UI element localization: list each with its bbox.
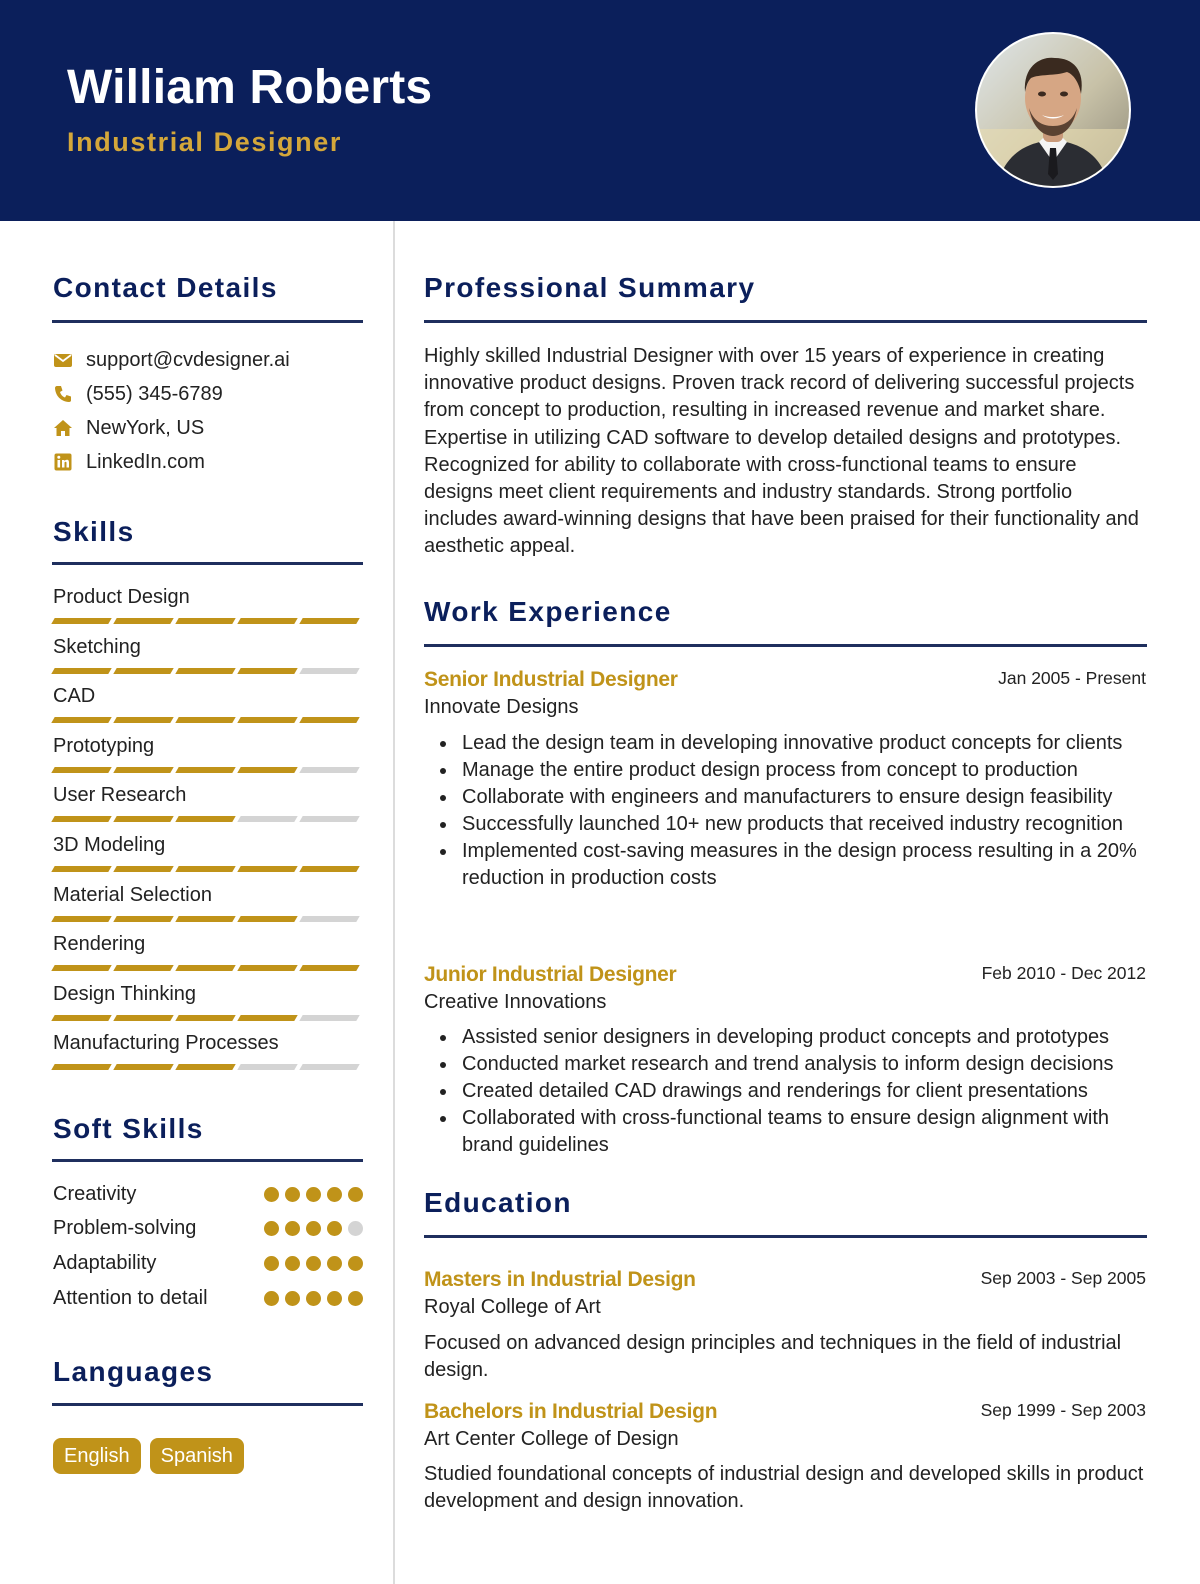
skill-level-segment (299, 1015, 359, 1021)
skill-name: User Research (53, 784, 187, 807)
list-item: Manage the entire product design process from concept to production (424, 757, 1154, 784)
contact-linkedin (53, 449, 205, 475)
experience-heading: Work Experience (424, 596, 672, 627)
skill-row (53, 981, 363, 1021)
skill-level-segment (299, 866, 359, 872)
envelope-icon (53, 350, 73, 370)
skill-level-segment (51, 916, 111, 922)
rating-dot (348, 1256, 363, 1271)
school-name: Royal College of Art (424, 1296, 601, 1318)
contact-email (53, 347, 290, 373)
list-item: Conducted market research and trend analysis to inform design decisions (424, 1051, 1154, 1078)
skill-level-segment (237, 618, 297, 624)
skill-level-segment (51, 767, 111, 773)
soft-skill-rating (264, 1221, 363, 1236)
list-item: Assisted senior designers in developing product concepts and prototypes (424, 1024, 1154, 1051)
home-icon (53, 418, 73, 438)
skill-level-segment (237, 717, 297, 723)
skill-level-bar (53, 1064, 363, 1070)
skill-row (53, 832, 363, 872)
rating-dot (348, 1187, 363, 1202)
skill-level-segment (299, 965, 359, 971)
degree-description: Focused on advanced design principles and techniques in the field of industrial design. (424, 1332, 1122, 1382)
skill-level-segment (113, 618, 173, 624)
rating-dot (327, 1187, 342, 1202)
rating-dot (327, 1256, 342, 1271)
skill-level-segment (237, 1015, 297, 1021)
skill-level-segment (299, 816, 359, 822)
skill-level-segment (113, 916, 173, 922)
skill-level-segment (113, 668, 173, 674)
skill-level-bar (53, 1015, 363, 1021)
skill-row (53, 1030, 363, 1070)
languages-rule (52, 1403, 363, 1406)
skill-level-segment (113, 816, 173, 822)
list-item: Collaborated with cross-functional teams to ensure design alignment with brand guidelines (424, 1105, 1154, 1159)
skill-level-segment (237, 1064, 297, 1070)
skill-level-bar (53, 916, 363, 922)
job-bullets (424, 730, 1154, 892)
skill-row (53, 733, 363, 773)
skill-level-segment (237, 767, 297, 773)
rating-dot (306, 1221, 321, 1236)
degree-description: Studied foundational concepts of industrial design and developed skills in product development and design innovation. (424, 1463, 1144, 1513)
skill-level-bar (53, 618, 363, 624)
summary-text: Highly skilled Industrial Designer with over 15 years of experience in creating innovative product designs. Proven track record of delivering successful projects from concept to production, resulting in increased revenue and market share. Expertise in utilizing CAD software to develop detailed designs and prototypes. Recognized for ability to collaborate with cross-functional teams to ensure designs meet client requirements and industry standards. Strong portfolio includes award-winning designs that have been praised for their functionality and aesthetic appeal. (424, 345, 1139, 558)
list-item: Collaborate with engineers and manufacturers to ensure design feasibility (424, 784, 1154, 811)
contact-heading: Contact Details (53, 272, 278, 303)
summary-heading: Professional Summary (424, 272, 756, 303)
soft-skill-row (53, 1250, 363, 1276)
skill-level-segment (299, 618, 359, 624)
skill-level-segment (51, 717, 111, 723)
language-badge: Spanish (150, 1438, 244, 1474)
contact-phone (53, 381, 223, 407)
skill-name: Manufacturing Processes (53, 1032, 279, 1055)
skill-level-segment (299, 717, 359, 723)
candidate-name: William Roberts (67, 61, 433, 114)
skill-level-segment (113, 965, 173, 971)
skill-level-segment (175, 866, 235, 872)
skill-level-bar (53, 866, 363, 872)
skill-level-segment (51, 816, 111, 822)
rating-dot (264, 1187, 279, 1202)
column-divider (393, 221, 395, 1584)
skill-row (53, 584, 363, 624)
soft-skill-name: Creativity (53, 1182, 137, 1205)
skill-name: Prototyping (53, 734, 155, 757)
skill-level-segment (113, 767, 173, 773)
skill-level-segment (113, 1064, 173, 1070)
list-item: Successfully launched 10+ new products that received industry recognition (424, 811, 1154, 838)
job-bullets (424, 1024, 1154, 1159)
education-heading: Education (424, 1187, 572, 1218)
skill-level-bar (53, 717, 363, 723)
portrait-image (977, 34, 1129, 186)
language-badge: English (53, 1438, 141, 1474)
skill-level-segment (237, 866, 297, 872)
soft-skill-name: Problem-solving (53, 1217, 197, 1240)
skill-level-segment (175, 668, 235, 674)
soft-skill-rating (264, 1291, 363, 1306)
skill-level-segment (175, 618, 235, 624)
skill-level-segment (175, 965, 235, 971)
soft-skill-rating (264, 1187, 363, 1202)
rating-dot (285, 1187, 300, 1202)
skill-row (53, 882, 363, 922)
job-title: Junior Industrial Designer (424, 963, 677, 986)
skill-level-segment (51, 618, 111, 624)
skills-rule (52, 562, 363, 565)
job-company: Innovate Designs (424, 696, 579, 718)
soft-skills-rule (52, 1159, 363, 1162)
skill-name: Design Thinking (53, 982, 197, 1005)
rating-dot (285, 1256, 300, 1271)
rating-dot (306, 1256, 321, 1271)
soft-skills-heading: Soft Skills (53, 1113, 204, 1144)
skill-name: Product Design (53, 586, 190, 608)
skill-name: CAD (53, 685, 96, 708)
job-title: Senior Industrial Designer (424, 668, 678, 691)
degree-title: Bachelors in Industrial Design (424, 1400, 718, 1423)
list-item: Created detailed CAD drawings and renderings for client presentations (424, 1078, 1154, 1105)
soft-skill-row (53, 1285, 363, 1311)
skill-level-segment (299, 668, 359, 674)
degree-dates: Sep 1999 - Sep 2003 (980, 1400, 1146, 1420)
contact-linkedin-text: LinkedIn.com (86, 450, 205, 473)
skill-level-segment (51, 668, 111, 674)
summary-rule (424, 320, 1147, 323)
rating-dot (264, 1221, 279, 1236)
soft-skill-row (53, 1181, 363, 1207)
skill-row (53, 931, 363, 971)
rating-dot (327, 1291, 342, 1306)
skill-level-segment (299, 1064, 359, 1070)
skill-level-bar (53, 816, 363, 822)
rating-dot (348, 1291, 363, 1306)
skill-level-segment (175, 767, 235, 773)
skill-level-segment (237, 816, 297, 822)
rating-dot (306, 1291, 321, 1306)
rating-dot (285, 1291, 300, 1306)
linkedin-icon (53, 452, 73, 472)
experience-rule (424, 644, 1147, 647)
skill-level-segment (237, 916, 297, 922)
skill-level-segment (113, 866, 173, 872)
languages-list (53, 1438, 244, 1474)
contact-location (53, 415, 204, 441)
rating-dot (264, 1291, 279, 1306)
phone-icon (53, 384, 73, 404)
soft-skill-rating (264, 1256, 363, 1271)
soft-skill-row (53, 1216, 363, 1242)
school-name: Art Center College of Design (424, 1428, 679, 1450)
contact-email-text: support@cvdesigner.ai (86, 348, 290, 371)
skill-level-segment (51, 965, 111, 971)
list-item: Lead the design team in developing innovative product concepts for clients (424, 730, 1154, 757)
profile-photo (975, 32, 1131, 188)
resume-header (0, 0, 1200, 221)
contact-location-text: NewYork, US (86, 416, 205, 439)
rating-dot (306, 1187, 321, 1202)
rating-dot (264, 1256, 279, 1271)
degree-dates: Sep 2003 - Sep 2005 (980, 1268, 1146, 1288)
skill-level-segment (237, 668, 297, 674)
skill-level-bar (53, 767, 363, 773)
candidate-title: Industrial Designer (67, 127, 342, 157)
degree-title: Masters in Industrial Design (424, 1268, 696, 1291)
contact-phone-text: (555) 345-6789 (86, 382, 223, 405)
skill-level-segment (51, 1064, 111, 1070)
skill-name: 3D Modeling (53, 834, 166, 856)
rating-dot (327, 1221, 342, 1236)
skill-name: Material Selection (53, 883, 212, 906)
skill-level-segment (175, 717, 235, 723)
job-dates: Feb 2010 - Dec 2012 (981, 963, 1146, 983)
education-rule (424, 1235, 1147, 1238)
skill-level-segment (113, 1015, 173, 1021)
contact-rule (52, 320, 363, 323)
skill-level-segment (175, 1064, 235, 1070)
skill-row (53, 683, 363, 723)
skill-level-segment (51, 1015, 111, 1021)
rating-dot (348, 1221, 363, 1236)
languages-heading: Languages (53, 1356, 214, 1387)
list-item: Implemented cost-saving measures in the design process resulting in a 20% reduction in production costs (424, 838, 1154, 892)
rating-dot (285, 1221, 300, 1236)
soft-skill-name: Adaptability (53, 1251, 157, 1274)
skills-heading: Skills (53, 516, 135, 547)
skill-level-segment (51, 866, 111, 872)
job-dates: Jan 2005 - Present (998, 668, 1146, 688)
skill-row (53, 634, 363, 674)
skill-name: Sketching (53, 635, 141, 658)
skill-level-segment (175, 916, 235, 922)
skill-level-segment (175, 1015, 235, 1021)
job-company: Creative Innovations (424, 991, 607, 1013)
skill-level-bar (53, 668, 363, 674)
skill-level-segment (299, 916, 359, 922)
skill-row (53, 782, 363, 822)
soft-skill-name: Attention to detail (53, 1286, 208, 1309)
skill-name: Rendering (53, 933, 146, 956)
skill-level-segment (113, 717, 173, 723)
skill-level-segment (175, 816, 235, 822)
skill-level-segment (299, 767, 359, 773)
skill-level-segment (237, 965, 297, 971)
skill-level-bar (53, 965, 363, 971)
